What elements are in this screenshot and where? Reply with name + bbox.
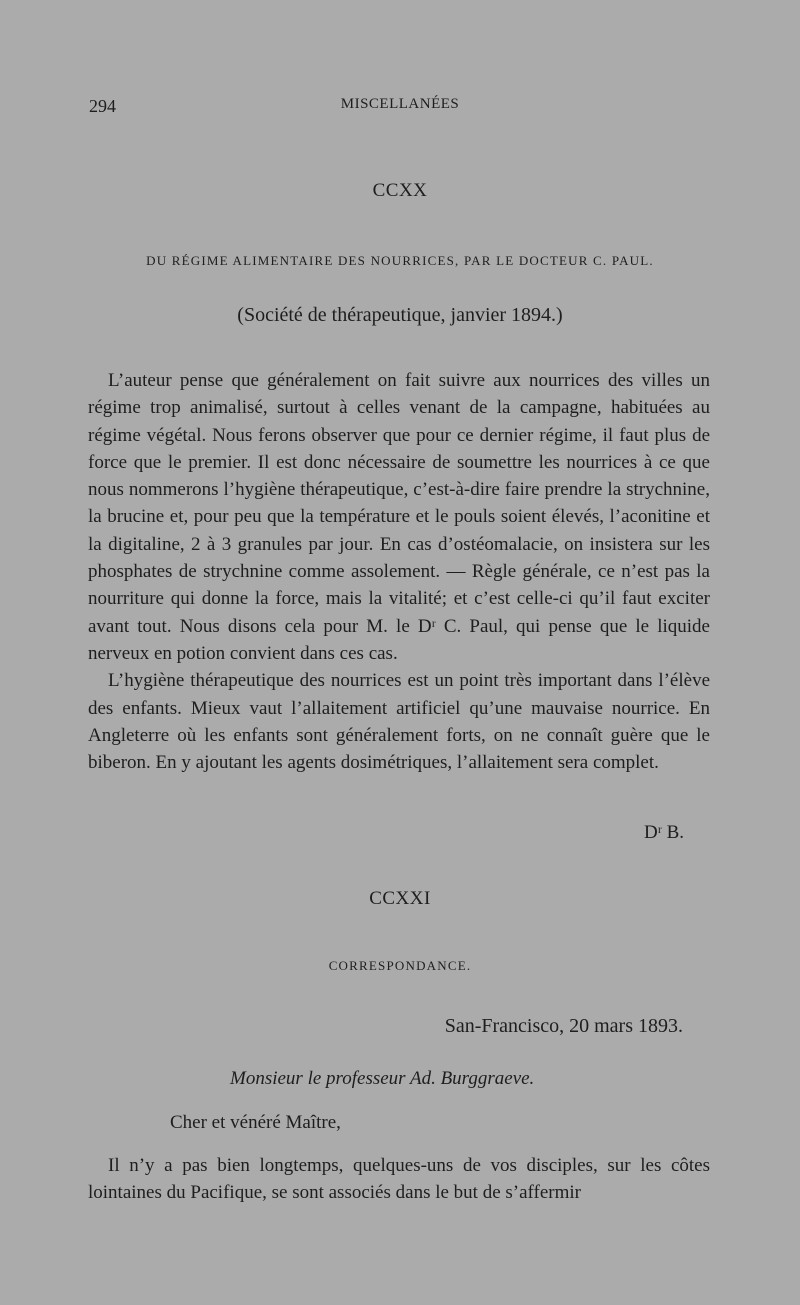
section-title: CORRESPONDANCE. (328, 958, 472, 973)
letter-place-date: San-Francisco, 20 mars 1893. (444, 1015, 683, 1037)
section-title: DU RÉGIME ALIMENTAIRE DES NOURRICES, PAR LE DOCTEUR C. PAUL. (146, 253, 654, 268)
running-title: MISCELLANÉES (340, 96, 460, 112)
section-number: CCXX (372, 180, 428, 201)
letter-addressee: Monsieur le professeur Ad. Burggraeve. (230, 1068, 535, 1089)
paragraph: L’hygiène thérapeutique des nourrices est un point très important dans l’élève des enfants. Mieux vaut l’allaitement artificiel qu’une mauvaise nourrice. En Angleterre où les enfants sont généralement forts, on ne connaît guère que le biberon. En y ajoutant les agents dosimétriques, l’allaitement sera complet. (88, 670, 710, 774)
page-header (0, 96, 800, 120)
section-number: CCXXI (369, 888, 431, 909)
signature: Dʳ B. (643, 822, 684, 843)
paragraph: Il n’y a pas bien longtemps, quelques-uns de vos disciples, sur les côtes lointaines du Pacifique, se sont associés dans le but de s’affermir (88, 1155, 710, 1204)
section-body (88, 367, 710, 776)
letter-salutation: Cher et vénéré Maître, (170, 1112, 341, 1133)
letter-body (88, 1152, 710, 1207)
section-subtitle: (Société de thérapeutique, janvier 1894.) (237, 304, 563, 326)
page-number: 294 (89, 96, 116, 116)
paragraph: L’auteur pense que généralement on fait suivre aux nourrices des villes un régime trop animalisé, surtout à celles venant de la campagne, habituées au régime végétal. Nous ferons observer que pour ce dernier régime, il faut plus de force que le premier. Il est donc nécessaire de soumettre les nourrices à ce que nous nommerons l’hygiène thérapeutique, c’est-à-dire faire prendre la strychnine, la brucine et, pour peu que la température et le pouls soient élevés, l’aconitine et la digitaline, 2 à 3 granules par jour. En cas d’ostéomalacie, on insistera sur les phosphates de strychnine comme assolement. — Règle générale, ce n’est pas la nourriture qui donne la force, mais la vitalité; et c’est celle-ci qu’il faut exciter avant tout. Nous disons cela pour M. le Dʳ C. Paul, qui pense que le liquide nerveux en potion convient dans ces cas. (88, 370, 710, 664)
